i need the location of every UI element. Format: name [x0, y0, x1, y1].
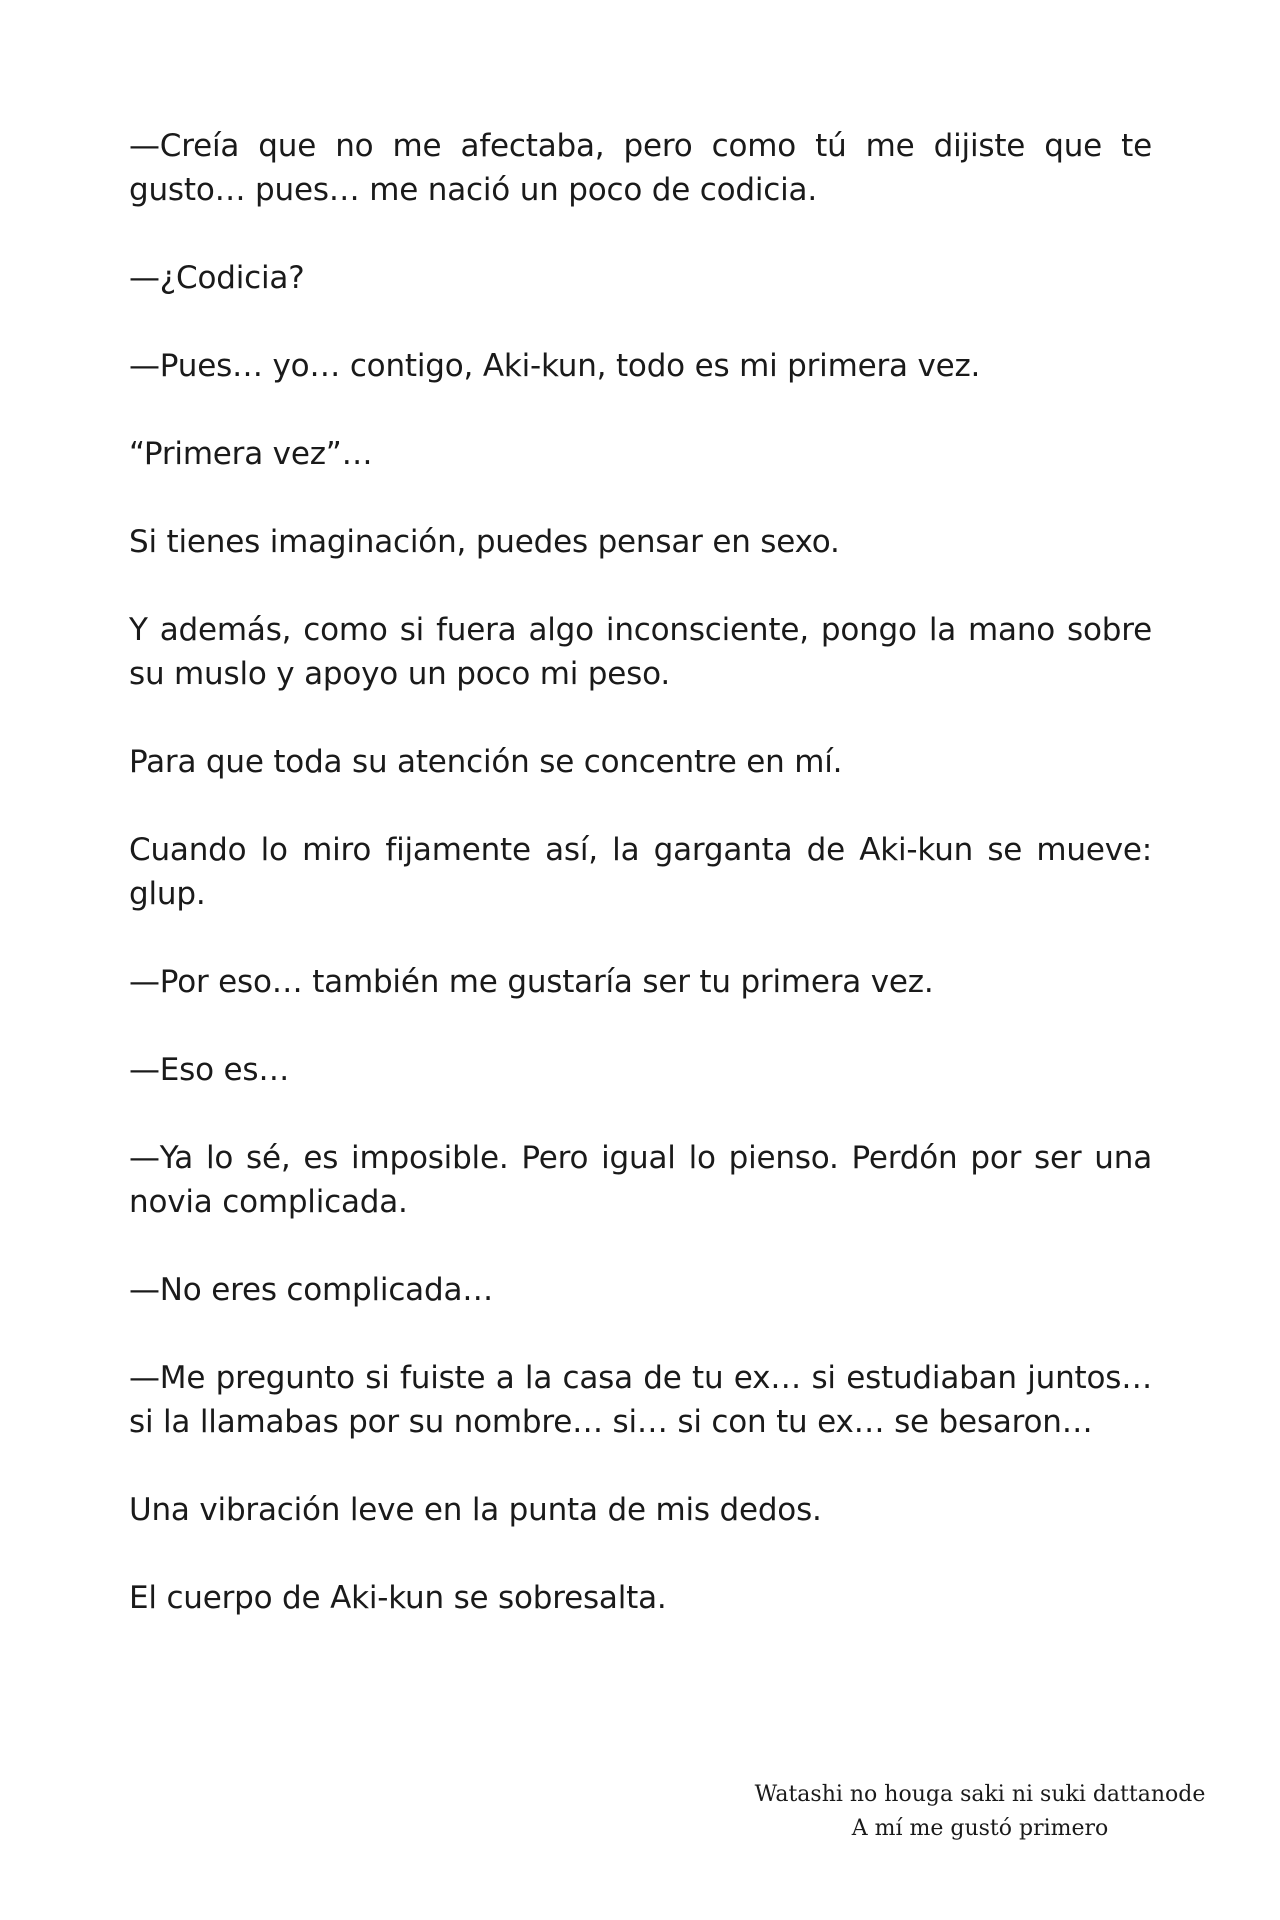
page-body-text [129, 124, 1152, 1664]
page-footer [700, 1778, 1260, 1846]
paragraph: —¿Codicia? [129, 260, 305, 296]
paragraph: Cuando lo miro fijamente así, la garganta de Aki-kun se mueve: glup. [129, 832, 1152, 912]
footer-title: Watashi no houga saki ni suki dattanode [754, 1782, 1206, 1807]
paragraph: —Ya lo sé, es imposible. Pero igual lo pienso. Perdón por ser una novia complicada. [129, 1140, 1152, 1220]
paragraph: —No eres complicada… [129, 1272, 494, 1308]
paragraph: —Me pregunto si fuiste a la casa de tu ex… si estudiaban juntos… si la llamabas por su nombre… si… si con tu ex… se besaron… [129, 1360, 1152, 1440]
paragraph: —Por eso… también me gustaría ser tu primera vez. [129, 964, 934, 1000]
footer-subtitle: A mí me gustó primero [851, 1816, 1109, 1841]
paragraph: —Pues… yo… contigo, Aki-kun, todo es mi primera vez. [129, 348, 981, 384]
paragraph: Y además, como si fuera algo inconsciente, pongo la mano sobre su muslo y apoyo un poco mi peso. [129, 612, 1152, 692]
paragraph: “Primera vez”… [129, 436, 373, 472]
paragraph: —Creía que no me afectaba, pero como tú me dijiste que te gusto… pues… me nació un poco de codicia. [129, 128, 1152, 208]
paragraph: El cuerpo de Aki-kun se sobresalta. [129, 1580, 667, 1616]
paragraph: Una vibración leve en la punta de mis dedos. [129, 1492, 822, 1528]
paragraph: Si tienes imaginación, puedes pensar en sexo. [129, 524, 840, 560]
paragraph: Para que toda su atención se concentre en mí. [129, 744, 843, 780]
paragraph: —Eso es… [129, 1052, 290, 1088]
